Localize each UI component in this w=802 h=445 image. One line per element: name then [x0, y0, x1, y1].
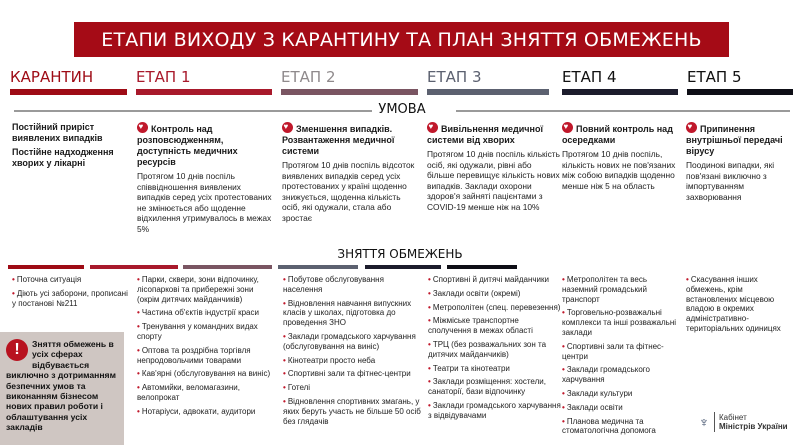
stage-1 — [136, 68, 272, 95]
list-item: • Тренування у командних видах спорту — [137, 322, 258, 341]
list-item: • Планова медична та стоматологічна допомога — [562, 416, 656, 436]
condition-body: Протягом 10 днів поспіль співвідношення виявлених випадків серед усіх протестованих не змінюється або щоденне відхилення утримувалось в межах 5% — [137, 171, 272, 234]
heart-icon — [562, 122, 573, 133]
stage-bar — [183, 265, 272, 269]
stage-2 — [281, 68, 418, 95]
list-item: • Кав'ярні (обслуговування на виніс) — [137, 369, 271, 379]
list-item: • Театри та кінотеатри — [428, 363, 510, 373]
list-item: • Торговельно-розважальні комплекси та інші розважальні заклади — [562, 308, 677, 337]
restrictions-stage-4 — [562, 275, 680, 440]
heart-icon — [282, 122, 293, 133]
divider — [714, 412, 715, 432]
list-item: • Відновлення навчання випускних класів у школах, підготовка до проведення ЗНО — [283, 298, 412, 328]
heart-icon — [427, 122, 438, 133]
list-item: • Заклади громадського харчування — [562, 365, 650, 385]
list-item: • Частина об'єктів індустрії краси — [137, 308, 259, 318]
condition-head: Постійний приріст виявлених випадків — [12, 122, 103, 143]
condition-stage-5 — [686, 122, 794, 202]
trident-icon: ♆ — [698, 414, 710, 430]
stage-bar — [90, 265, 178, 269]
stage-label: ЕТАП 2 — [281, 68, 336, 86]
restrictions-stage-1 — [137, 275, 277, 421]
exclamation-icon: ! — [6, 339, 28, 361]
list-item: • Поточна ситуація — [12, 275, 82, 284]
list-item: • Оптова та роздрібна торгівля непродовольчими товарами — [137, 345, 251, 365]
stage-bar — [427, 89, 549, 95]
heart-icon — [686, 122, 697, 133]
list-item: • Заклади освіти — [562, 402, 623, 412]
restrictions-section-title: ЗНЯТТЯ ОБМЕЖЕНЬ — [337, 247, 463, 261]
list-item: • Метрополітен та весь наземний громадський транспорт — [562, 275, 648, 304]
divider — [456, 110, 790, 112]
list-item: • Скасування інших обмежень, крім встановлених місцевою владою в окремих адміністративно-територіальних одиницях — [686, 275, 781, 333]
warning-text: Зняття обмежень в усіх сферах відбувається виключно з дотриманням безпечних умов та виконанням бізнесом нових правил роботи і облаштування усіх закладів — [6, 339, 116, 433]
list-item: • Заклади громадського харчування (обслуговування на виніс) — [283, 331, 416, 351]
stage-bar — [687, 89, 793, 95]
restrictions-quarantine — [12, 275, 130, 312]
list-item: • Заклади розміщення: хостели, санаторії, бази відпочинку — [428, 377, 546, 397]
list-item: • Автомийки, веломагазини, велопрокат — [137, 383, 240, 402]
list-item: • Нотаріуси, адвокати, аудитори — [137, 406, 256, 416]
list-item: • Побутове обслуговування населення — [283, 275, 384, 294]
heart-icon — [137, 122, 148, 133]
cabinet-logo — [698, 412, 788, 432]
condition-body: Протягом 10 днів поспіль кількість осіб, які одужали, рівні або більше перевищує кількість нових випадків. Заклади охорони здоров'я зайняті пацієнтами з COVID-19 менше ніж на 10% — [427, 149, 560, 212]
condition-head: Повний контроль над осередками — [562, 124, 673, 145]
condition-head: Вивільнення медичної системи від хворих — [427, 124, 543, 145]
stage-label: ЕТАП 3 — [427, 68, 482, 86]
condition-section-title: УМОВА — [378, 102, 426, 117]
list-item: • Міжміське транспортне сполучення в межах області — [428, 316, 533, 336]
stage-label: ЕТАП 5 — [687, 68, 742, 86]
condition-stage-4 — [562, 122, 678, 191]
list-item: • Заклади освіти (окремі) — [428, 288, 521, 298]
list-item: • Спортивні й дитячі майданчики — [428, 275, 549, 284]
stage-bar — [365, 265, 441, 269]
condition-stage-3 — [427, 122, 560, 213]
list-item: • Заклади громадського харчування з відвідувачами — [428, 400, 561, 420]
list-item: • Заклади культури — [562, 388, 633, 398]
stage-label: ЕТАП 1 — [136, 68, 191, 86]
list-item: • Метрополітен (спец. перевезення) — [428, 302, 561, 312]
stage-bar — [562, 89, 678, 95]
list-item: • Готелі — [283, 383, 311, 393]
stage-quarantine — [10, 68, 127, 95]
warning-box — [0, 332, 124, 445]
stage-label: ЕТАП 4 — [562, 68, 617, 86]
stage-bar — [8, 265, 84, 269]
logo-line-2: Міністрів України — [719, 422, 788, 431]
condition-head: Контроль над розповсюдженням, доступність медичних ресурсів — [137, 124, 238, 167]
stage-4 — [562, 68, 678, 95]
stage-bar — [278, 265, 358, 269]
stage-bar — [281, 89, 418, 95]
list-item: • Спортивні зали та фітнес-центри — [562, 341, 664, 361]
page-title: ЕТАПИ ВИХОДУ З КАРАНТИНУ ТА ПЛАН ЗНЯТТЯ ОБМЕЖЕНЬ — [74, 22, 729, 57]
list-item: • Відновлення спортивних змагань, у яких беруть участь не більше 50 осіб без глядачів — [283, 396, 421, 426]
divider — [14, 110, 372, 112]
list-item: • Спортивні зали та фітнес-центри — [283, 369, 411, 379]
restrictions-stage-5 — [686, 275, 794, 338]
stage-bar — [10, 89, 127, 95]
list-item: • Парки, сквери, зони відпочинку, лісопаркові та прибережні зони (окрім дитячих майданчиків) — [137, 275, 259, 304]
stage-5 — [687, 68, 793, 95]
stage-bar — [136, 89, 272, 95]
condition-stage-1 — [137, 122, 273, 235]
condition-body: Протягом 10 днів поспіль відсоток виявлених випадків серед усіх протестованих у країні щоденно знижується, щоденна кількість осіб, які одужали, стала або зростає — [282, 160, 415, 223]
condition-head: Припинення внутрішньої передачі вірусу — [686, 124, 783, 156]
stage-3 — [427, 68, 549, 95]
list-item: • Кінотеатри просто неба — [283, 355, 376, 365]
restrictions-stage-3 — [428, 275, 562, 425]
condition-body: Поодинокі випадки, які пов'язані виключно з імпортуванням захворювання — [686, 160, 775, 202]
stage-bar — [447, 265, 517, 269]
condition-body: Протягом 10 днів поспіль, кількість нових не пов'язаних між собою випадків щоденно менше ніж 5 на область — [562, 149, 676, 191]
list-item: • ТРЦ (без розважальних зон та дитячих майданчиків) — [428, 339, 547, 359]
logo-line-1: Кабінет — [719, 413, 747, 422]
condition-quarantine — [12, 122, 124, 172]
restrictions-stage-2 — [283, 275, 423, 430]
condition-body: Постійне надходження хворих у лікарні — [12, 147, 114, 168]
list-item: • Діють усі заборони, прописані у постанові №211 — [12, 288, 128, 308]
stage-label: КАРАНТИН — [10, 68, 94, 86]
condition-stage-2 — [282, 122, 420, 224]
condition-head: Зменшення випадків. Розвантаження медичної системи — [282, 124, 395, 156]
